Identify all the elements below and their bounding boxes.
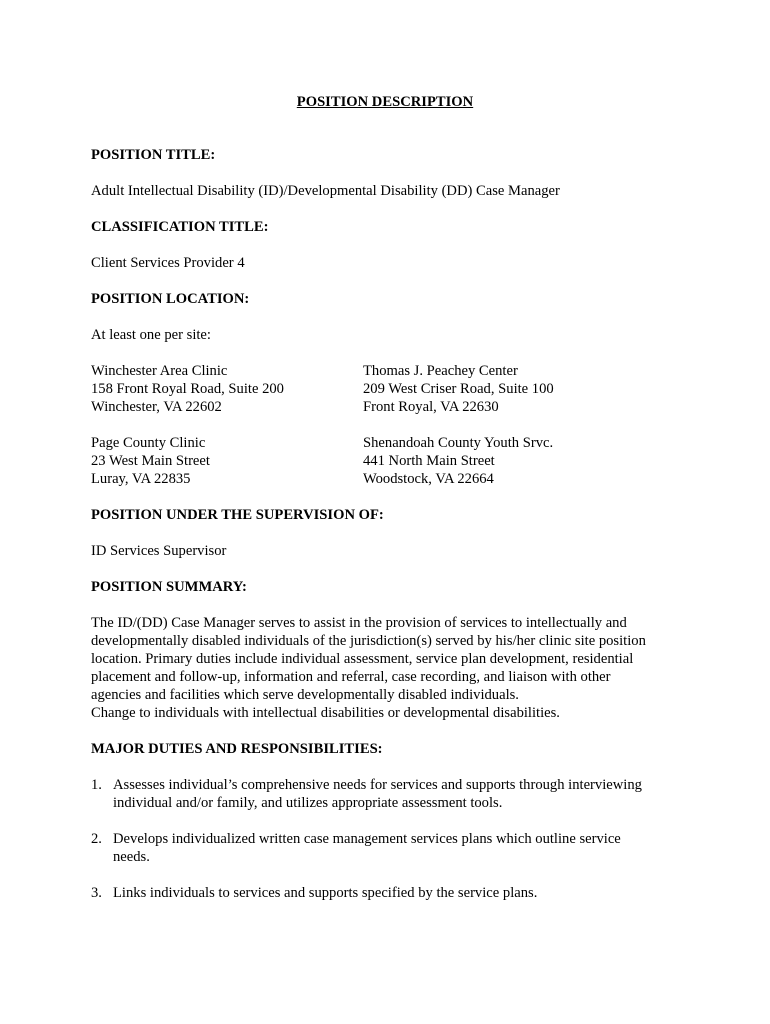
location-block — [91, 362, 363, 416]
duty-number: 2. — [91, 831, 102, 847]
duty-line: Links individuals to services and supports specified by the service plans. — [113, 885, 538, 901]
document-body — [91, 146, 681, 920]
location-name: Thomas J. Peachey Center — [363, 363, 518, 379]
supervisor-value: ID Services Supervisor — [91, 543, 227, 559]
summary-heading: POSITION SUMMARY: — [91, 579, 247, 595]
location-street: 158 Front Royal Road, Suite 200 — [91, 381, 284, 397]
location-heading: POSITION LOCATION: — [91, 291, 250, 307]
location-block — [363, 434, 663, 488]
duty-number: 3. — [91, 885, 102, 901]
location-city: Luray, VA 22835 — [91, 471, 191, 487]
summary-line: developmentally disabled individuals of the jurisdiction(s) served by his/her clinic site position — [91, 633, 646, 649]
duty-line: Develops individualized written case management services plans which outline service — [113, 831, 621, 847]
duty-line: individual and/or family, and utilizes appropriate assessment tools. — [113, 795, 503, 811]
summary-paragraph — [91, 614, 681, 722]
list-item — [91, 776, 681, 812]
location-city: Front Royal, VA 22630 — [363, 399, 499, 415]
position-title-value: Adult Intellectual Disability (ID)/Developmental Disability (DD) Case Manager — [91, 183, 560, 199]
duty-number: 1. — [91, 777, 102, 793]
summary-line: agencies and facilities which serve developmentally disabled individuals. — [91, 687, 519, 703]
list-item — [91, 884, 681, 902]
location-street: 441 North Main Street — [363, 453, 495, 469]
location-block — [91, 434, 363, 488]
duty-text — [113, 884, 681, 902]
location-intro: At least one per site: — [91, 327, 211, 343]
location-list — [91, 362, 681, 488]
location-street: 209 West Criser Road, Suite 100 — [363, 381, 554, 397]
location-name: Shenandoah County Youth Srvc. — [363, 435, 554, 451]
supervision-heading: POSITION UNDER THE SUPERVISION OF: — [91, 507, 384, 523]
classification-value: Client Services Provider 4 — [91, 255, 245, 271]
duties-heading: MAJOR DUTIES AND RESPONSIBILITIES: — [91, 741, 383, 757]
duty-line: needs. — [113, 849, 150, 865]
location-name: Winchester Area Clinic — [91, 363, 228, 379]
classification-heading: CLASSIFICATION TITLE: — [91, 219, 269, 235]
list-item — [91, 830, 681, 866]
summary-line: Change to individuals with intellectual disabilities or developmental disabilities. — [91, 705, 560, 721]
location-name: Page County Clinic — [91, 435, 206, 451]
duty-text — [113, 776, 681, 812]
position-title-heading: POSITION TITLE: — [91, 147, 216, 163]
location-street: 23 West Main Street — [91, 453, 210, 469]
duty-line: Assesses individual’s comprehensive needs for services and supports through interviewing — [113, 777, 642, 793]
summary-line: The ID/(DD) Case Manager serves to assist in the provision of services to intellectually and — [91, 615, 627, 631]
summary-line: location. Primary duties include individual assessment, service plan development, residential — [91, 651, 634, 667]
duties-list — [91, 776, 681, 902]
location-city: Winchester, VA 22602 — [91, 399, 222, 415]
location-city: Woodstock, VA 22664 — [363, 471, 494, 487]
location-block — [363, 362, 663, 416]
document-title: POSITION DESCRIPTION — [296, 94, 474, 110]
summary-line: placement and follow-up, information and referral, case recording, and liaison with other — [91, 669, 611, 685]
duty-text — [113, 830, 681, 866]
